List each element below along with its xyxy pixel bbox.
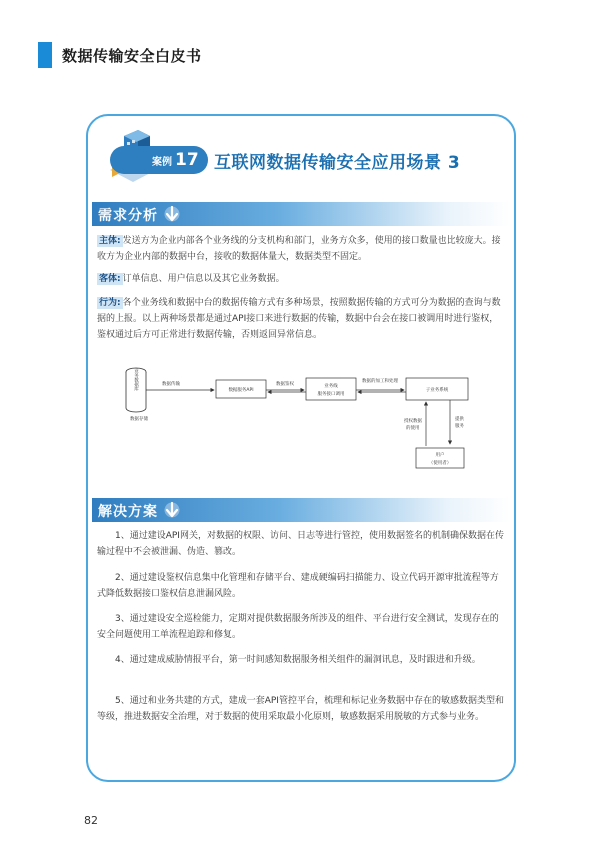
database-label: 业务数据库 bbox=[133, 368, 139, 392]
down-arrow-icon bbox=[164, 500, 180, 520]
document-title: 数据传输安全白皮书 bbox=[62, 47, 202, 65]
solution-heading-bar bbox=[92, 498, 510, 522]
user-label-1: 用户 bbox=[435, 453, 445, 458]
solution-item: 1、通过建设API网关，对数据的权限、访问、日志等进行管控，使用数据签名的机制确保数据在传输过程中不会被泄漏、伪造、篡改。 bbox=[97, 531, 504, 557]
case-badge-number: 17 bbox=[175, 150, 199, 170]
subsystem-label: 子业务系统 bbox=[425, 388, 449, 393]
solution-heading: 解决方案 bbox=[98, 504, 158, 520]
requirements-heading: 需求分析 bbox=[98, 208, 158, 224]
solution-item: 5、通过和业务共建的方式，建成一套API管控平台，梳理和标记业务数据中存在的敏感数据类型和等级，推进数据安全治理，对于数据的使用采取最小化原则，敏感数据采用脱敏的方式参与业务。 bbox=[97, 696, 504, 722]
object-text: 订单信息、用户信息以及其它业务数据。 bbox=[122, 274, 285, 284]
object-paragraph bbox=[97, 271, 507, 287]
header-accent-bar bbox=[38, 42, 52, 68]
behavior-paragraph bbox=[97, 295, 507, 343]
database-caption: 数据存储 bbox=[130, 417, 148, 422]
edge-auth-use-2: 的使用 bbox=[406, 426, 420, 431]
case-title: 互联网数据传输安全应用场景 3 bbox=[214, 153, 461, 173]
behavior-tag: 行为: bbox=[99, 298, 121, 308]
case-number-badge bbox=[110, 146, 208, 174]
database-node bbox=[126, 368, 146, 412]
page-number: 82 bbox=[84, 814, 98, 827]
solution-item: 3、通过建设安全巡检能力，定期对提供数据服务所涉及的组件、平台进行安全测试，发现存在的安全问题使用工单流程追踪和修复。 bbox=[97, 614, 499, 640]
interface-label-1: 业务线 bbox=[324, 384, 338, 389]
edge-data-auth: 数据鉴权 bbox=[276, 382, 294, 387]
down-arrow-icon bbox=[164, 204, 180, 224]
case-badge-label: 案例 bbox=[152, 156, 172, 168]
data-flow-diagram bbox=[100, 360, 500, 492]
edge-data-transfer: 数据传输 bbox=[162, 382, 180, 387]
edge-data-process: 数据的加工和处理 bbox=[362, 379, 398, 384]
api-service-label: 数据服务API bbox=[228, 388, 254, 393]
edge-provide-1: 提供 bbox=[455, 417, 464, 422]
object-tag: 客体: bbox=[99, 274, 121, 284]
subject-text: 发送方为企业内部各个业务线的分支机构和部门，业务方众多，使用的接口数量也比较庞大。接收方为企业内部的数据中台，接收的数据体量大，数据类型不固定。 bbox=[97, 236, 501, 262]
solution-item: 4、通过建成威胁情报平台，第一时间感知数据服务相关组件的漏洞讯息，及时跟进和升级。 bbox=[115, 655, 481, 665]
user-label-2: （使用者） bbox=[428, 461, 452, 466]
edge-provide-2: 服务 bbox=[455, 424, 464, 429]
edge-auth-use-1: 授权数据 bbox=[404, 419, 422, 424]
subject-tag: 主体: bbox=[99, 236, 121, 246]
requirements-heading-bar bbox=[92, 202, 510, 226]
interface-label-2: 服务接口调用 bbox=[317, 392, 345, 397]
subject-paragraph bbox=[97, 233, 507, 265]
solution-item: 2、通过建设鉴权信息集中化管理和存储平台、建成硬编码扫描能力、设立代码开源审批流程等方式降低数据接口鉴权信息泄漏风险。 bbox=[97, 573, 499, 599]
behavior-text: 各个业务线和数据中台的数据传输方式有多种场景，按照数据传输的方式可分为数据的查询与数据的上报。以上两种场景都是通过API接口来进行数据的传输，数据中台会在接口被调用时进行鉴权，鉴权通过后方可正常进行数据传输，否则返回异常信息。 bbox=[97, 298, 501, 340]
